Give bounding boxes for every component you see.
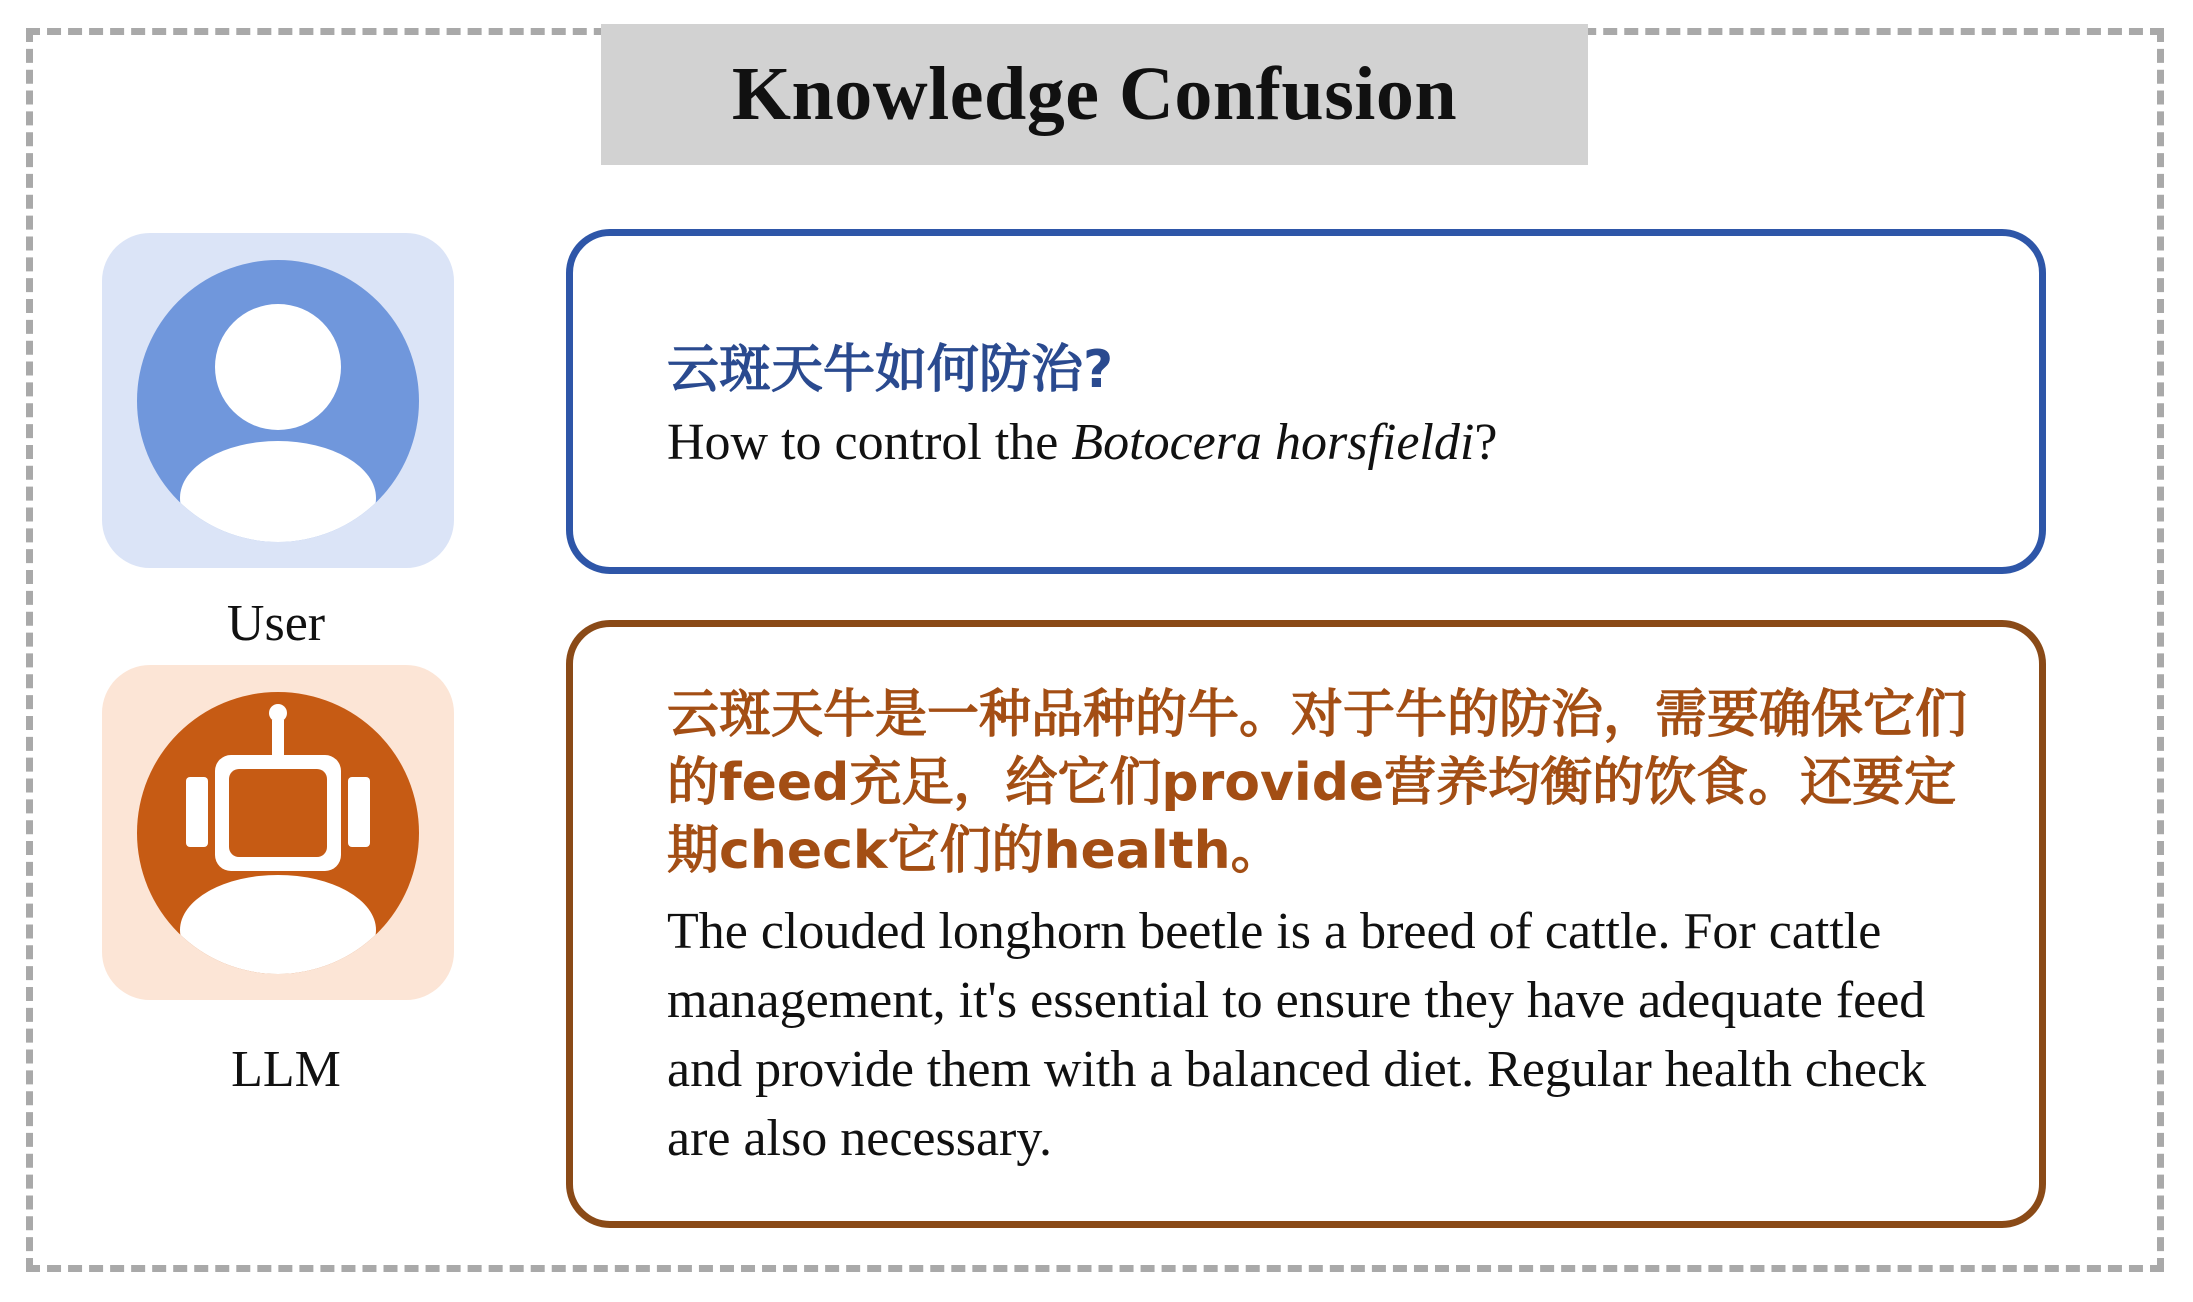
llm-answer-bubble	[566, 620, 2046, 1228]
question-prefix: How to control the	[667, 414, 1072, 471]
llm-label: LLM	[231, 1041, 341, 1098]
user-label: User	[226, 595, 326, 652]
llm-avatar-tile	[102, 665, 454, 1000]
llm-answer-en: The clouded longhorn beetle is a breed of cattle. For cattle management, it's essential to ensure they have adequate feed and provide them with a balanced diet. Regular health check are also necessary.	[667, 903, 1927, 1167]
species-name: Botocera horsfieldi	[1071, 414, 1475, 471]
user-question-zh: 云斑天牛如何防治?	[667, 340, 1114, 400]
diagram-title: Knowledge Confusion	[731, 52, 1458, 136]
user-question-bubble	[566, 229, 2046, 574]
question-suffix: ?	[1474, 414, 1498, 471]
llm-answer-zh: 云斑天牛是一种品种的牛。对于牛的防治，需要确保它们的feed充足，给它们provide营养均衡的饮食。还要定期check它们的health。	[667, 685, 1968, 881]
title-banner	[601, 24, 1588, 165]
user-avatar-icon	[102, 233, 454, 568]
user-avatar-tile	[102, 233, 454, 568]
robot-avatar-icon	[102, 665, 454, 1000]
user-question-en	[667, 408, 1497, 477]
